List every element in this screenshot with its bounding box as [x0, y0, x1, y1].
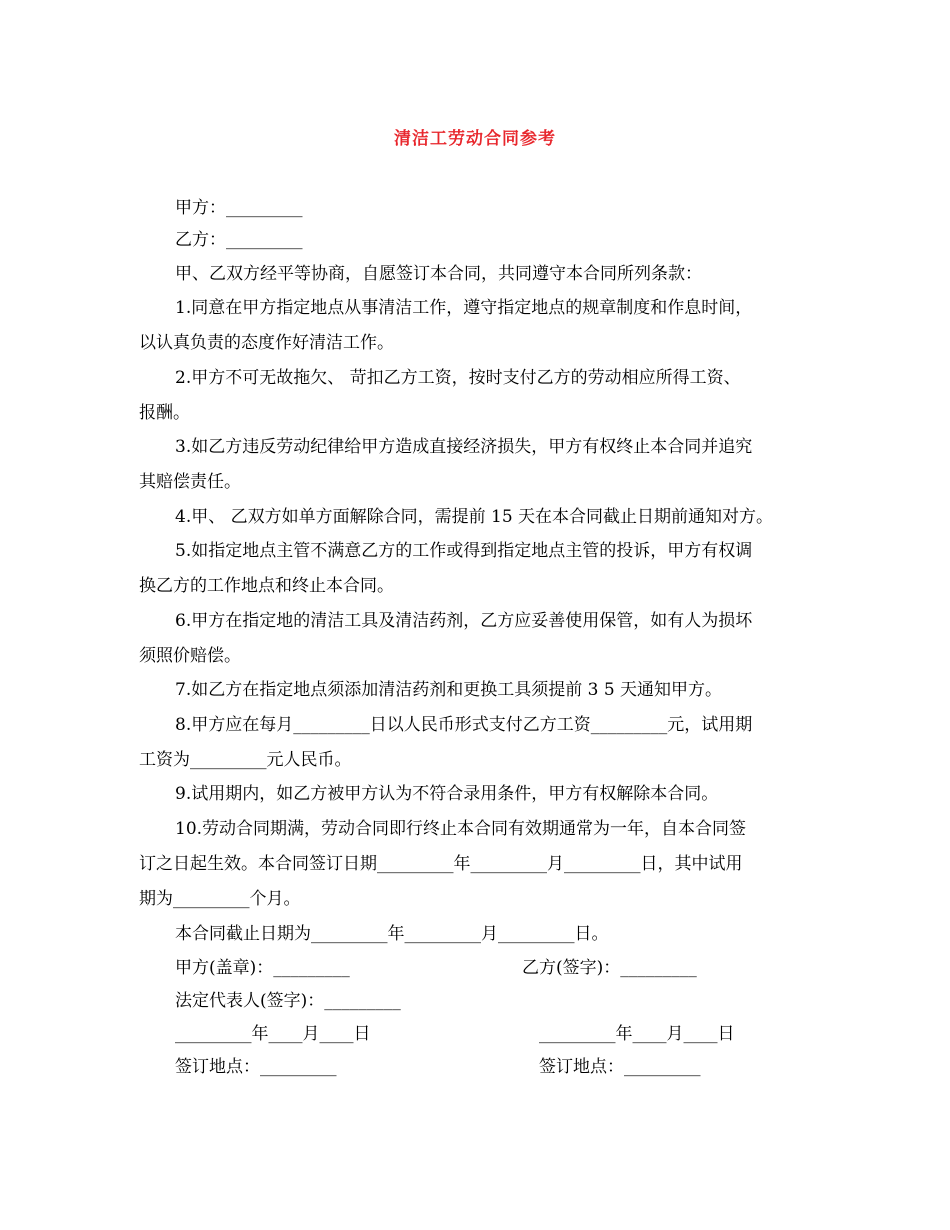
clause-5-line-1: 5.如指定地点主管不满意乙方的工作或得到指定地点主管的投诉，甲方有权调	[175, 541, 753, 561]
party-a-seal: 甲方(盖章)：_________	[175, 958, 350, 978]
party-a-line: 甲方：_________	[175, 198, 303, 218]
clause-8-line-2: 工资为_________元人民币。	[139, 750, 352, 770]
clause-2-line-1: 2.甲方不可无故拖欠、 苛扣乙方工资，按时支付乙方的劳动相应所得工资、	[175, 368, 741, 388]
clause-7: 7.如乙方在指定地点须添加清洁药剂和更换工具须提前 3 5 天通知甲方。	[175, 680, 723, 700]
clause-9: 9.试用期内，如乙方被甲方认为不符合录用条件，甲方有权解除本合同。	[175, 784, 719, 804]
clause-10-line-2: 订之日起生效。本合同签订日期_________年_________月_________日，其中试用	[139, 854, 743, 874]
clause-6-line-2: 须照价赔偿。	[139, 646, 241, 666]
legal-representative: 法定代表人(签字)：_________	[175, 991, 401, 1011]
clause-3-line-2: 其赔偿责任。	[139, 472, 241, 492]
clause-1-line-2: 以认真负责的态度作好清洁工作。	[139, 333, 394, 353]
clause-6-line-1: 6.甲方在指定地的清洁工具及清洁药剂，乙方应妥善使用保管，如有人为损坏	[175, 611, 753, 631]
clause-3-line-1: 3.如乙方违反劳动纪律给甲方造成直接经济损失，甲方有权终止本合同并追究	[175, 437, 753, 457]
document-title: 清洁工劳动合同参考	[394, 129, 556, 149]
clause-10-line-1: 10.劳动合同期满，劳动合同即行终止本合同有效期通常为一年，自本合同签	[175, 819, 747, 839]
clause-10-line-3: 期为_________个月。	[139, 889, 301, 909]
party-b-line: 乙方：_________	[175, 230, 303, 250]
clause-8-line-1: 8.甲方应在每月_________日以人民币形式支付乙方工资_________元，试用期	[175, 715, 753, 735]
party-a-signing-place: 签订地点：_________	[175, 1057, 337, 1077]
party-b-signature: 乙方(签字)：_________	[522, 958, 697, 978]
clause-2-line-2: 报酬。	[139, 403, 190, 423]
party-a-date: _________年____月____日	[175, 1024, 371, 1044]
clause-4: 4.甲、 乙双方如单方面解除合同，需提前 15 天在本合同截止日期前通知对方。	[175, 507, 774, 527]
preamble: 甲、乙双方经平等协商，自愿签订本合同，共同遵守本合同所列条款：	[175, 264, 702, 284]
expiry-date-line: 本合同截止日期为_________年_________月_________日。	[175, 924, 609, 944]
party-b-signing-place: 签订地点：_________	[539, 1057, 701, 1077]
clause-5-line-2: 换乙方的工作地点和终止本合同。	[139, 576, 394, 596]
clause-1-line-1: 1.同意在甲方指定地点从事清洁工作，遵守指定地点的规章制度和作息时间，	[175, 298, 753, 318]
party-b-date: _________年____月____日	[539, 1024, 735, 1044]
